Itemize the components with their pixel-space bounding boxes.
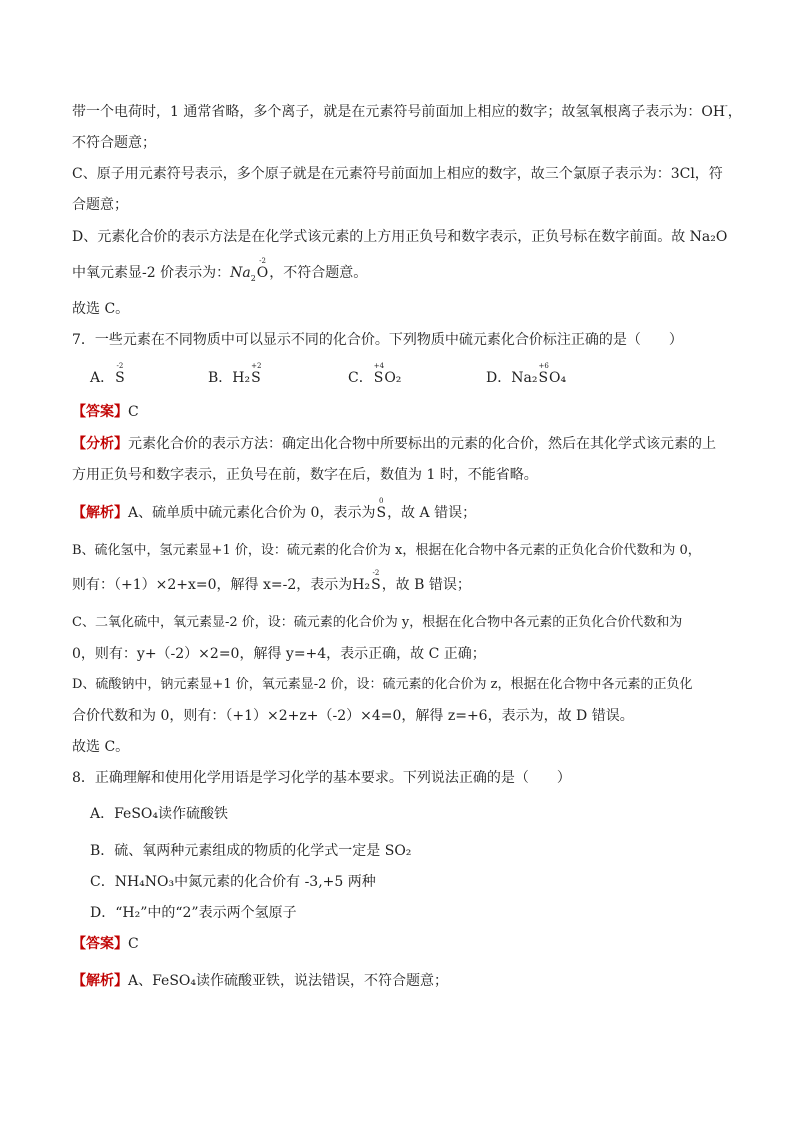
option-letter: B． xyxy=(208,370,233,386)
valence-mark: +6 xyxy=(538,362,549,370)
text-span: A、硫单质中硫元素化合价为 0，表示为 xyxy=(128,505,376,521)
formula-element: S xyxy=(371,577,381,593)
option-letter: D． xyxy=(486,370,512,386)
formula-element: Na xyxy=(230,265,251,281)
valence-mark: +2 xyxy=(251,362,262,370)
text-line: 合价代数和为 0，则有：（+1）×2+z+（-2）×4=0，解得 z=+6，表示为，故 D 错误。 xyxy=(72,708,634,724)
formula-prefix: Na₂ xyxy=(511,370,538,386)
valence-element xyxy=(256,257,269,281)
text-line: 0，则有：y+（-2）×2=0，解得 y=+4，表示正确，故 C 正确； xyxy=(72,646,486,662)
question-7: 7．一些元素在不同物质中可以显示不同的化合价。下列物质中硫元素化合价标注正确的是（ ） xyxy=(72,332,683,348)
text-line: 合题意； xyxy=(72,197,128,213)
superscript: - xyxy=(725,101,728,110)
text-line: C、原子用元素符号表示，多个原子就是在元素符号前面加上相应的数字，故三个氯原子表示为：3Cl，符 xyxy=(72,166,723,182)
text-line: 方用正负号和数字表示，正负号在前，数字在后，数值为 1 时，不能省略。 xyxy=(72,467,538,483)
valence-element xyxy=(376,497,387,521)
text-line xyxy=(72,103,742,123)
formula-suffix: O₂ xyxy=(384,370,402,386)
option-b: B．硫、氧两种元素组成的物质的化学式一定是 SO₂ xyxy=(90,843,412,859)
formula-element: S xyxy=(373,370,384,386)
option-c: C．NH₄NO₃中氮元素的化合价有 -3,+5 两种 xyxy=(90,874,376,890)
text-line: 故选 C。 xyxy=(72,301,130,317)
subscript: 2 xyxy=(250,274,256,283)
text-line: 不符合题意； xyxy=(72,135,156,151)
solution-7 xyxy=(72,497,477,522)
text-line: B、硫化氢中，氢元素显+1 价，设：硫元素的化合价为 x，根据在化合物中各元素的正负化合价代数和为 0， xyxy=(72,543,701,558)
formula-element: S xyxy=(376,505,387,521)
valence-element xyxy=(538,362,549,386)
text-span: ，故 A 错误； xyxy=(387,505,477,521)
solution-tag: 【解析】 xyxy=(72,973,128,989)
option-letter: A． xyxy=(90,370,115,386)
text-span: ， xyxy=(727,104,742,120)
option-d: D．“H₂”中的“2”表示两个氢原子 xyxy=(90,905,297,921)
answer-value: C xyxy=(128,936,139,952)
analysis-7 xyxy=(72,435,716,453)
question-8: 8．正确理解和使用化学用语是学习化学的基本要求。下列说法正确的是（ ） xyxy=(72,770,571,786)
answer-7 xyxy=(72,403,139,421)
valence-element xyxy=(251,362,262,386)
option-a xyxy=(90,362,126,387)
valence-element xyxy=(371,569,381,593)
formula-element: S xyxy=(115,370,125,386)
option-c xyxy=(348,362,402,387)
solution-8 xyxy=(72,972,448,990)
valence-mark: -2 xyxy=(116,362,124,370)
option-letter: C． xyxy=(348,370,373,386)
answer-8 xyxy=(72,935,139,953)
option-d xyxy=(486,362,567,387)
text-span: 则有：（+1）×2+x=0，解得 x=-2，表示为 xyxy=(72,577,353,593)
analysis-tag: 【分析】 xyxy=(72,436,128,452)
text-line: D、硫酸钠中，钠元素显+1 价，氧元素显-2 价，设：硫元素的化合价为 z，根据在化合物中各元素的正负化 xyxy=(72,677,693,692)
text-span: 元素化合价的表示方法：确定出化合物中所要标出的元素的化合价，然后在其化学式该元素的上 xyxy=(128,436,716,452)
formula-prefix: H₂ xyxy=(232,370,251,386)
text-line xyxy=(72,257,368,284)
option-b xyxy=(208,362,262,387)
formula-suffix: O₄ xyxy=(549,370,567,386)
answer-tag: 【答案】 xyxy=(72,404,128,420)
text-span: 中氧元素显-2 价表示为： xyxy=(72,265,231,281)
text-span: ，故 B 错误； xyxy=(381,577,471,593)
answer-tag: 【答案】 xyxy=(72,936,128,952)
solution-tag: 【解析】 xyxy=(72,505,128,521)
valence-element xyxy=(373,362,385,386)
text-line: D、元素化合价的表示方法是在化学式该元素的上方用正负号和数字表示，正负号标在数字前面。故 Na₂O xyxy=(72,229,728,245)
text-span: 带一个电荷时，1 通常省略，多个离子，就是在元素符号前面加上相应的数字；故氢氧根离子表示为：OH xyxy=(72,104,726,120)
valence-mark: -2 xyxy=(372,569,380,577)
text-line: C、二氧化硫中，氧元素显-2 价，设：硫元素的化合价为 y，根据在化合物中各元素的正负化合价代数和为 xyxy=(72,615,683,630)
formula-element: S xyxy=(251,370,261,386)
text-line xyxy=(72,569,471,594)
option-a: A．FeSO₄读作硫酸铁 xyxy=(90,806,229,822)
answer-value: C xyxy=(128,404,139,420)
formula-element: S xyxy=(538,370,549,386)
valence-mark: -2 xyxy=(259,257,266,265)
formula-prefix: H₂ xyxy=(352,577,371,593)
valence-mark: 0 xyxy=(379,497,384,505)
text-span: A、FeSO₄读作硫酸亚铁，说法错误，不符合题意； xyxy=(128,973,449,989)
valence-element xyxy=(115,362,125,386)
formula-element: O xyxy=(256,265,269,281)
text-line: 故选 C。 xyxy=(72,739,130,755)
text-span: ，不符合题意。 xyxy=(269,265,368,281)
valence-mark: +4 xyxy=(373,362,385,370)
